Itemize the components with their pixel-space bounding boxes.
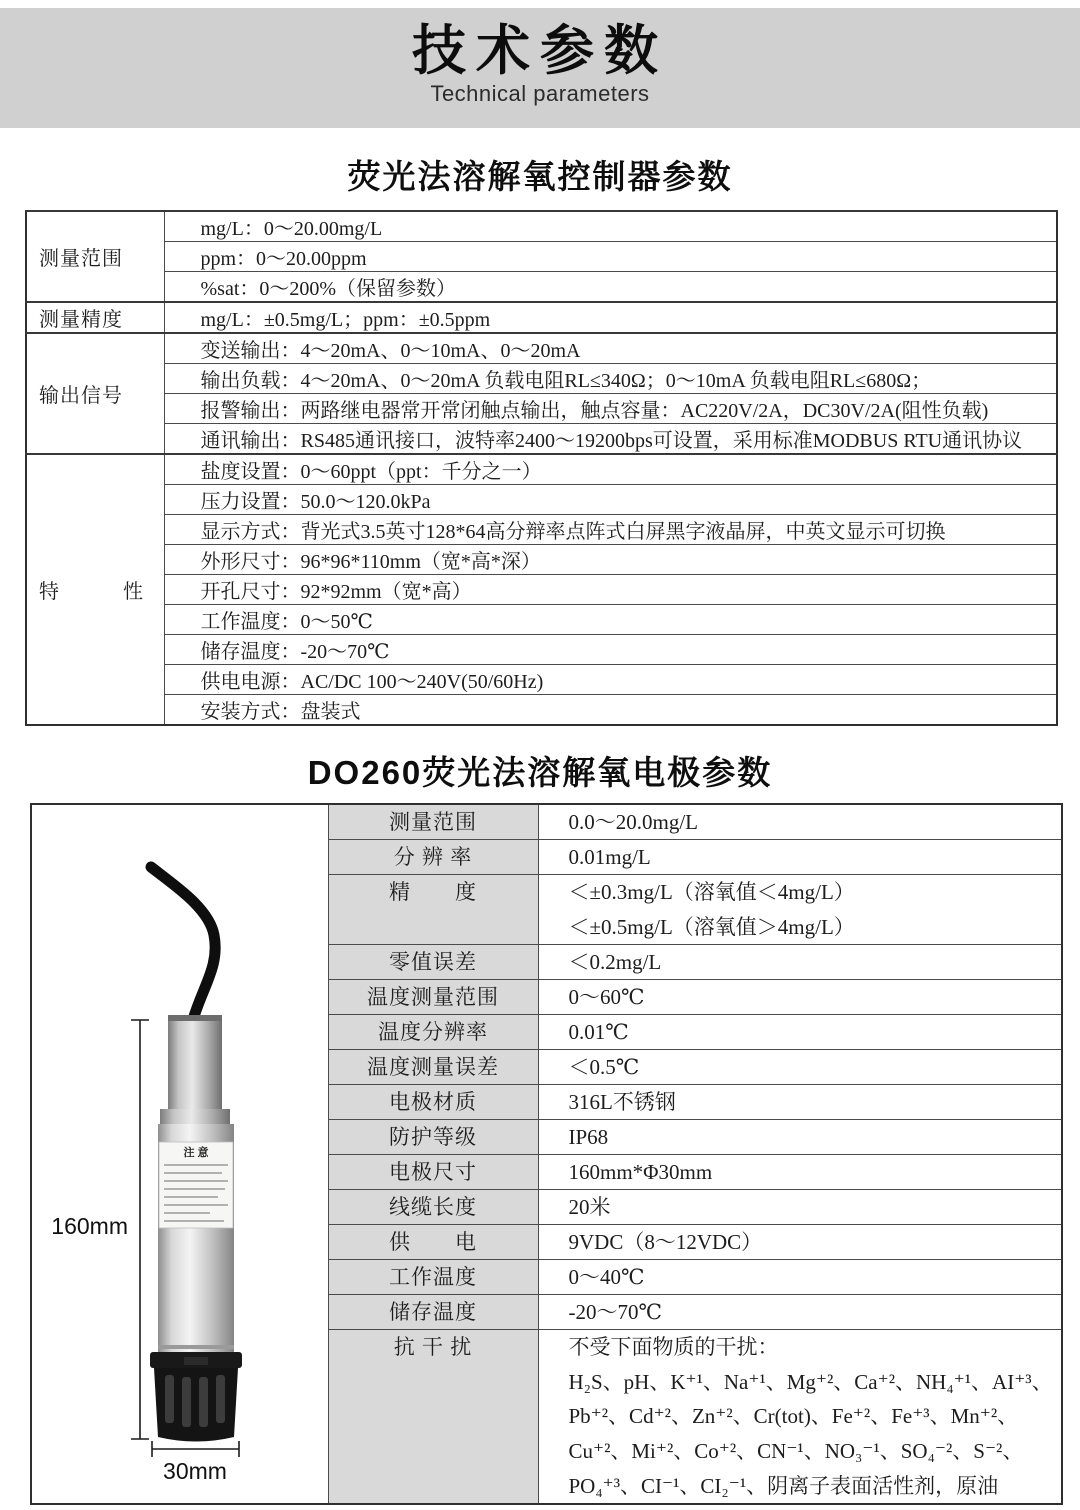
row-label-temp-resolution: 温度分辨率 [328,1015,538,1050]
table-row [26,515,1057,545]
cell-accuracy: mg/L：±0.5mg/L；ppm：±0.5ppm [164,302,1057,333]
row-label-storage-temp: 储存温度 [328,1295,538,1330]
cell-comm-output: 通讯输出：RS485通讯接口，波特率2400～19200bps可设置，采用标准MODBUS RTU通讯协议 [164,424,1057,455]
table-row [26,364,1057,394]
table-row [26,575,1057,605]
row-label-measure-range: 测量范围 [328,804,538,840]
cell-cutout-size: 开孔尺寸：92*92mm（宽*高） [164,575,1057,605]
table-row [26,302,1057,333]
height-dimension-label: 160mm [51,1213,128,1239]
cell-alarm-output: 报警输出：两路继电器常开常闭触点输出，触点容量：AC220V/2A，DC30V/2A(阻性负载) [164,394,1057,424]
row-label-electrode-size: 电极尺寸 [328,1155,538,1190]
table-row [26,211,1057,242]
table-row [26,272,1057,303]
row-label-accuracy: 测量精度 [26,302,164,333]
table-row [26,394,1057,424]
row-label-material: 电极材质 [328,1085,538,1120]
sensor-gland [168,1015,222,1109]
row-label-features: 特 性 [26,454,164,725]
cell-zero-error: ＜0.2mg/L [538,945,1062,980]
cell-temp-error: ＜0.5℃ [538,1050,1062,1085]
cell-material: 316L不锈钢 [538,1085,1062,1120]
page-title: 技术参数 [412,21,668,81]
page-subtitle: Technical parameters [430,81,650,107]
row-label-protection: 防护等级 [328,1120,538,1155]
sensor-product-image [32,805,325,1497]
cell-range-mgl: mg/L：0～20.00mg/L [164,211,1057,242]
cell-storage-temp: 储存温度：-20～70℃ [164,635,1057,665]
cell-temp-resolution: 0.01℃ [538,1015,1062,1050]
cell-anti-interference [538,1330,1062,1504]
table-row [26,333,1057,364]
cell-anti-interference-line4: Cu⁺²、Mi⁺²、Co⁺²、CN⁻¹、NO₃⁻¹、SO₄⁻²、S⁻²、 [568,1438,1024,1463]
controller-params-table [25,210,1058,726]
row-label-zero-error: 零值误差 [328,945,538,980]
cell-temp-range: 0～60℃ [538,980,1062,1015]
cell-range-sat: %sat：0～200%（保留参数） [164,272,1057,303]
page-header [0,8,1080,128]
sensor-cap [150,1352,242,1442]
cell-protection: IP68 [538,1120,1062,1155]
cell-range-ppm: ppm：0～20.00ppm [164,242,1057,272]
cell-resolution: 0.01mg/L [538,840,1062,875]
cell-anti-interference-line3: Pb⁺²、Cd⁺²、Zn⁺²、Cr(tot)、Fe⁺²、Fe⁺³、Mn⁺²、 [568,1404,1019,1429]
row-label-measure-range: 测量范围 [26,211,164,302]
cell-work-temp: 0～40℃ [538,1260,1062,1295]
cell-pressure: 压力设置：50.0～120.0kPa [164,485,1057,515]
table-row [26,605,1057,635]
electrode-params-table [30,803,1063,1505]
row-label-temp-error: 温度测量误差 [328,1050,538,1085]
row-label-work-temp: 工作温度 [328,1260,538,1295]
cell-transmit-output: 变送输出：4～20mA、0～10mA、0～20mA [164,333,1057,364]
height-dimension-line [131,1020,149,1439]
cell-salinity: 盐度设置：0～60ppt（ppt：千分之一） [164,454,1057,485]
row-label-output-signal: 输出信号 [26,333,164,454]
cell-accuracy-line2: ＜±0.5mg/L（溶氧值＞4mg/L） [568,914,855,939]
controller-section-title: 荧光法溶解氧控制器参数 [347,158,733,195]
row-label-cable-length: 线缆长度 [328,1190,538,1225]
table-row [26,545,1057,575]
cell-anti-interference-line5: PO₄⁺³、CI⁻¹、CI₂⁻¹、阴离子表面活性剂，原油 [568,1473,999,1498]
cell-electrode-size: 160mm*Φ30mm [538,1155,1062,1190]
cell-cable-length: 20米 [538,1190,1062,1225]
caution-label-title: 注 意 [183,1147,209,1159]
cell-outline-size: 外形尺寸：96*96*110mm（宽*高*深） [164,545,1057,575]
table-row [26,695,1057,726]
cell-work-temp: 工作温度：0～50℃ [164,605,1057,635]
table-row [26,424,1057,455]
cell-accuracy [538,875,1062,945]
row-label-anti-interference: 抗 干 扰 [328,1330,538,1504]
cell-mounting: 安装方式：盘装式 [164,695,1057,726]
sensor-shoulder [160,1109,230,1124]
table-row [26,635,1057,665]
electrode-section-title: DO260荧光法溶解氧电极参数 [307,754,773,791]
width-dimension-label: 30mm [163,1458,227,1484]
row-label-accuracy: 精 度 [328,875,538,945]
row-label-temp-range: 温度测量范围 [328,980,538,1015]
table-row [26,242,1057,272]
row-label-power: 供 电 [328,1225,538,1260]
cell-power-supply: 供电电源：AC/DC 100～240V(50/60Hz) [164,665,1057,695]
table-row [26,665,1057,695]
width-dimension-line [152,1441,239,1457]
table-row [31,804,1062,840]
cell-anti-interference-line1: 不受下面物质的干扰： [568,1335,779,1360]
cell-accuracy-line1: ＜±0.3mg/L（溶氧值＜4mg/L） [568,880,855,904]
sensor-photo-cell [31,804,328,1504]
cell-measure-range: 0.0～20.0mg/L [538,804,1062,840]
cell-display: 显示方式：背光式3.5英寸128*64高分辩率点阵式白屏黑字液晶屏，中英文显示可切换 [164,515,1057,545]
cell-anti-interference-line2: H₂S、pH、K⁺¹、Na⁺¹、Mg⁺²、Ca⁺²、NH₄⁺¹、AI⁺³、 [568,1369,1053,1394]
table-row [26,485,1057,515]
table-row [26,454,1057,485]
cell-storage-temp: -20～70℃ [538,1295,1062,1330]
cell-power: 9VDC（8～12VDC） [538,1225,1062,1260]
sensor-cable [151,867,215,1023]
row-label-resolution: 分 辨 率 [328,840,538,875]
cell-output-load: 输出负载：4～20mA、0～20mA 负载电阻RL≤340Ω；0～10mA 负载电阻RL≤680Ω； [164,364,1057,394]
